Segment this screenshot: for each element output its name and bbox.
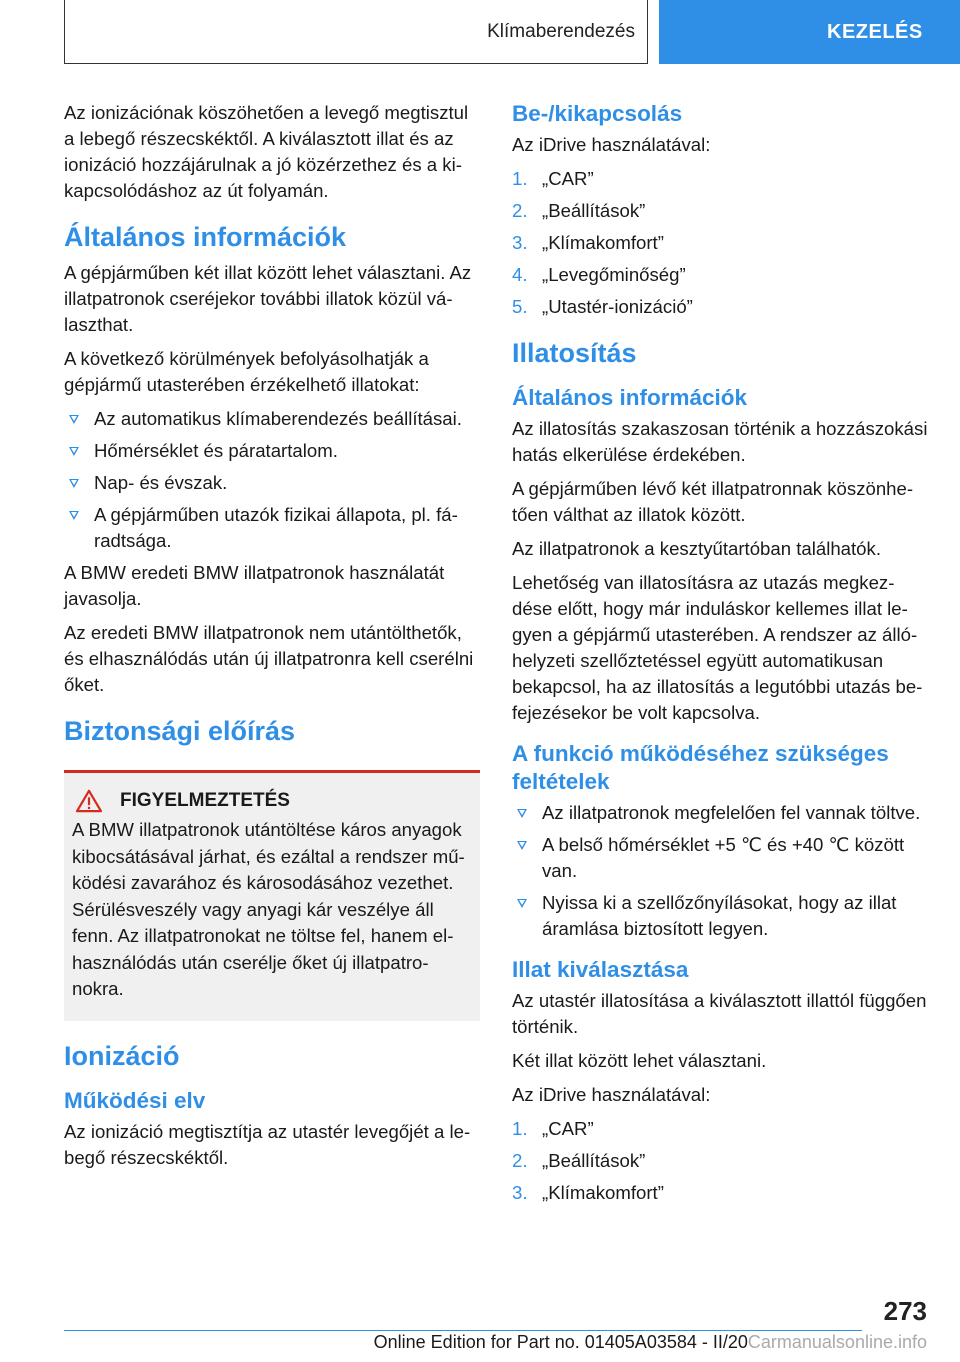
general-paragraph-1: A gépjárműben két illat között lehet választani. Az illatpatronok cseréjekor további illatok közül választhat. bbox=[64, 262, 472, 335]
triangle-bullet-icon bbox=[517, 809, 527, 818]
general-info-heading: Általános információk bbox=[64, 222, 347, 252]
list-item: 5. „Utastér-ionizáció” bbox=[512, 296, 693, 317]
scent-paragraph-2: A gépjárműben lévő két illatpatronnak köszönhetően válthat az illatok között. bbox=[512, 478, 914, 525]
scent-paragraph-4: Lehetőség van illatosításra az utazás megkezdése előtt, hogy már induláskor kellemes illat legyen a gépjármű utasterében. A rendszer az állóhelyzeti szellőztetéssel együtt automatikusan bekapcsol, ha az illatosítás a legutóbbi utazás befejezésekor be volt kapcsolva. bbox=[512, 572, 923, 723]
list-item: Nap- és évszak. bbox=[64, 470, 480, 496]
general-paragraph-3: A BMW eredeti BMW illatpatronok használatát javasolja. bbox=[64, 562, 445, 609]
list-item: 1. „CAR” bbox=[512, 168, 594, 189]
onoff-heading: Be-/kikapcsolás bbox=[512, 101, 683, 126]
header-section-title: Klímaberendezés bbox=[487, 20, 635, 42]
intro-paragraph: Az ionizációnak köszöhetően a levegő megtisztul a lebegő részecskéktől. A kiválasztott illat és az ionizáció hozzájárulnak a jó közérzethez és a kikapcsolódáshoz az út folyamán. bbox=[64, 102, 469, 201]
warning-text: A BMW illatpatronok utántöltése káros anyagok kibocsátásával járhat, és ezáltal a rendszer működési zavarához és károsodásához vezethet. Sérülésveszély vagy anyagi kár veszélye áll fenn. Az illatpatronokat ne töltse fel, hanem elhasználódás után cserélje őket új illatpatronokra. bbox=[72, 819, 465, 999]
onoff-steps bbox=[512, 166, 928, 320]
select-steps bbox=[512, 1116, 928, 1206]
warning-header bbox=[72, 789, 472, 813]
footer-divider bbox=[64, 1330, 862, 1331]
scent-heading: Illatosítás bbox=[512, 338, 637, 368]
header-chapter-label: KEZELÉS bbox=[827, 20, 923, 43]
scent-general-heading: Általános információk bbox=[512, 385, 748, 410]
select-paragraph-1: Az utastér illatosítása a kiválasztott illattól függően történik. bbox=[512, 990, 927, 1037]
requirements-heading: A funkció működéséhez szükséges feltételek bbox=[512, 741, 889, 794]
list-item: Az automatikus klímaberendezés beállításai. bbox=[64, 406, 480, 432]
list-item: 2. „Beállítások” bbox=[512, 1150, 646, 1171]
list-item: 4. „Levegőminőség” bbox=[512, 264, 686, 285]
general-paragraph-2: A következő körülmények befolyásolhatják a gépjármű utasterében érzékelhető illatokat: bbox=[64, 348, 429, 395]
triangle-bullet-icon bbox=[517, 899, 527, 908]
list-item: Nyissa ki a szellőzőnyílásokat, hogy az illat áramlása biztosított legyen. bbox=[512, 890, 928, 942]
warning-title: FIGYELMEZTETÉS bbox=[120, 790, 290, 811]
triangle-bullet-icon bbox=[69, 511, 79, 520]
select-scent-heading: Illat kiválasztása bbox=[512, 957, 689, 982]
safety-heading: Biztonsági előírás bbox=[64, 716, 296, 746]
onoff-intro: Az iDrive használatával: bbox=[512, 134, 711, 155]
principle-text: Az ionizáció megtisztítja az utastér levegőjét a lebegő részecskéktől. bbox=[64, 1120, 471, 1168]
footer-watermark: Carmanualsonline.info bbox=[747, 1332, 927, 1352]
header-chapter-tab bbox=[659, 0, 960, 64]
scent-paragraph-3: Az illatpatronok a kesztyűtartóban találhatók. bbox=[512, 538, 881, 559]
list-item: 3. „Klímakomfort” bbox=[512, 1182, 664, 1203]
footer bbox=[0, 1332, 927, 1353]
header-section-box bbox=[64, 0, 648, 64]
triangle-bullet-icon bbox=[69, 479, 79, 488]
factors-list bbox=[64, 406, 480, 554]
page-number: 273 bbox=[883, 1296, 927, 1326]
right-column bbox=[512, 100, 928, 1216]
list-item: Az illatpatronok megfelelően fel vannak töltve. bbox=[512, 800, 928, 826]
list-item: A belső hőmérséklet +5 ℃ és +40 ℃ között van. bbox=[512, 832, 928, 884]
triangle-bullet-icon bbox=[69, 415, 79, 424]
general-paragraph-4: Az eredeti BMW illatpatronok nem utántölthetők, és elhasználódás után új illatpatronra kell cserélni őket. bbox=[64, 622, 474, 695]
list-item: 3. „Klímakomfort” bbox=[512, 232, 664, 253]
footer-edition: Online Edition for Part no. 01405A03584 - II/20 bbox=[373, 1332, 748, 1352]
select-paragraph-2: Két illat között lehet választani. bbox=[512, 1050, 767, 1071]
scent-paragraph-1: Az illatosítás szakaszosan történik a hozzászokási hatás elkerülése érdekében. bbox=[512, 418, 928, 465]
list-item: A gépjárműben utazók fizikai állapota, pl. fáradtsága. bbox=[64, 502, 480, 554]
triangle-bullet-icon bbox=[69, 447, 79, 456]
left-column bbox=[64, 100, 480, 1179]
list-item: 1. „CAR” bbox=[512, 1118, 594, 1139]
triangle-bullet-icon bbox=[517, 841, 527, 850]
warning-box bbox=[64, 770, 480, 1021]
ionization-heading: Ionizáció bbox=[64, 1040, 180, 1071]
select-intro: Az iDrive használatával: bbox=[512, 1084, 711, 1105]
principle-heading: Működési elv bbox=[64, 1087, 206, 1113]
list-item: 2. „Beállítások” bbox=[512, 200, 646, 221]
warning-triangle-icon bbox=[74, 789, 104, 813]
list-item: Hőmérséklet és páratartalom. bbox=[64, 438, 480, 464]
requirements-list bbox=[512, 800, 928, 942]
